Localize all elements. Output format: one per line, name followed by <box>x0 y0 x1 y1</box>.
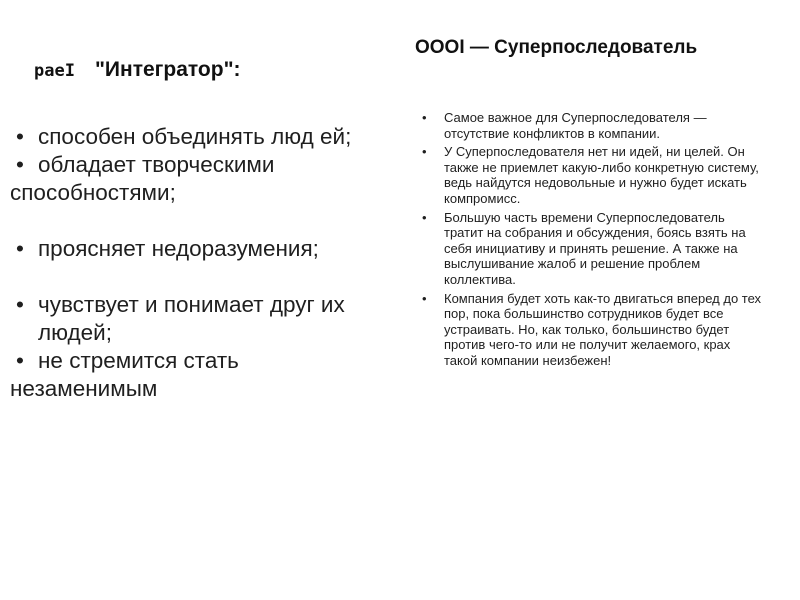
integrator-title-name: "Интегратор": <box>94 58 241 81</box>
description-item: • Самое важное для Суперпоследователя — отсутствие конфликтов в компании. <box>422 110 762 141</box>
trait-item-continuation: незаменимым <box>10 376 158 401</box>
integrator-traits-list <box>10 123 385 403</box>
trait-item: • чувствует и понимает друг их людей; <box>10 291 385 347</box>
integrator-title-prefix: раеI <box>34 61 75 81</box>
description-item: • Компания будет хоть как-то двигаться вперед до тех пор, пока большинство сотрудников будет все устраивать. Но, как только, большинство будет против чего-то или не получит желаемого, крах такой компании неизбежен! <box>422 291 762 369</box>
trait-item: • проясняет недоразумения; <box>10 235 385 263</box>
integrator-title <box>34 58 241 82</box>
trait-item: • способен объединять люд ей; <box>10 123 385 151</box>
description-item: • Большую часть времени Суперпоследователь тратит на собрания и обсуждения, боясь взять на себя инициативу и принять решение. А также на выслушивание жалоб и решение проблем коллектива. <box>422 210 762 288</box>
trait-item: • обладает творческими <box>10 151 385 179</box>
superfollower-title: OOOI — Суперпоследователь <box>415 37 698 58</box>
superfollower-description-list <box>422 110 762 372</box>
trait-item: • не стремится стать <box>10 347 385 375</box>
description-item: • У Суперпоследователя нет ни идей, ни целей. Он также не приемлет какую-либо конкретную систему, ведь найдутся недовольные и нужно будет искать компромисс. <box>422 144 762 206</box>
trait-item-continuation: способностями; <box>10 180 176 205</box>
